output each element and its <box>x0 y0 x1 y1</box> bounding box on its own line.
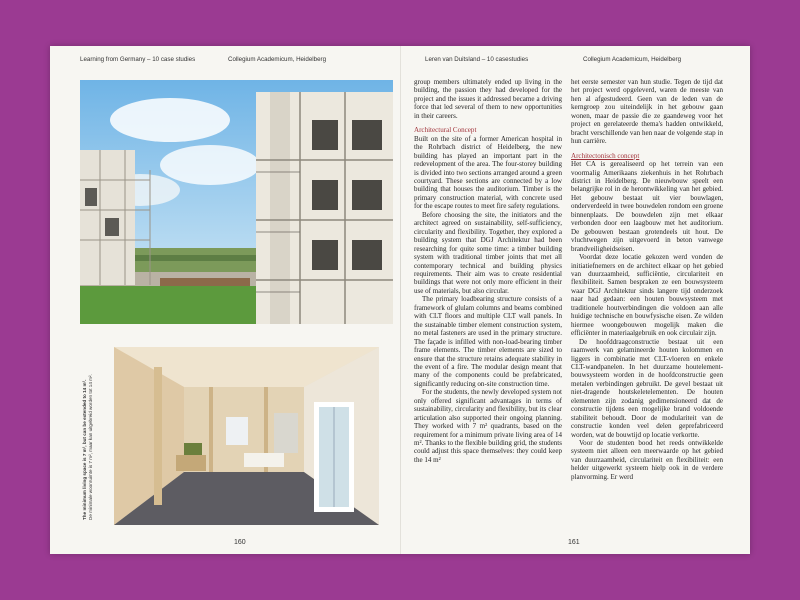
running-head-right-page-title: Collegium Academicum, Heidelberg <box>583 56 682 63</box>
exterior-building-photo <box>80 80 393 324</box>
english-paragraph: The primary loadbearing structure consists of a framework of glulam columns and beams combined with CLT floors and multiple CLT wall panels. In the sustainable timber element construction system, no metal fasteners are used in the primary structure. The façade is infilled with non-load-bearing timber frame elements. The timber elements are sized to ensure that the structure retains adequate stability in the event of a fire. The modular design meant that many of the components could be prefabricated, significantly reducing on-site construction time. <box>414 295 562 388</box>
dutch-section-heading: Architectonisch concept <box>571 151 640 160</box>
page-number-left: 160 <box>234 539 246 546</box>
caption-english: The minimum living space is 7 m², but can be extended to 14 m². <box>82 379 87 520</box>
running-head-left-page: Learning from Germany – 10 case studies <box>80 56 196 63</box>
english-paragraph: For the students, the newly developed system not only offered significant advantages in terms of sustainability, circularity and flexibility, but its clear articulation also supported their ongoing planning. They worked with 7 m² quadrants, based on the requirement for a minimum private living area of 14 m². Thanks to the flexible building grid, the students could adjust this space themselves: they could keep the 14 m² <box>414 388 562 464</box>
dutch-paragraph: Voordat deze locatie gekozen werd vonden de initiatiefnemers en de architect elkaar op het gebied van duurzaamheid, sufficiëntie, circulariteit en flexibiliteit. Samen bespraken ze een bouwsysteem waar DGJ Architektur sinds langere tijd onderzoek naar had gedaan: een houten bouwsysteem met traditionele houtverbindingen die voldoen aan alle huidige technische en bouwfysische eisen. Ze wilden hiermee woongebouwen mogelijk maken die efficiënter in materiaalgebruik en ook circulair zijn. <box>571 253 723 338</box>
english-intro-paragraph: group members ultimately ended up living in the building, the passion they had developed for the project and the issues it addressed became a driving force that led several of them to new opportunities in their careers. <box>414 78 562 120</box>
running-head-left-page-title: Collegium Academicum, Heidelberg <box>228 56 327 63</box>
page-gutter <box>400 46 401 554</box>
dutch-paragraph: Voor de studenten bood het reeds ontwikkelde systeem niet alleen een meerwaarde op het gebied van duurzaamheid, circulariteit en flexibiliteit: een helder uitgewerkt systeem hielp ook in de verdere planvorming. Er werd <box>571 439 723 481</box>
dutch-text-column <box>571 78 723 481</box>
caption-dutch: De minimale woonruimte is 7 m², maar kan uitgebreid worden tot 14 m². <box>88 374 93 520</box>
english-paragraph: Built on the site of a former American hospital in the Rohrbach district of Heidelberg, the new building has played an important part in the redevelopment of the area. The four-storey building is divided into two sections arranged around a green courtyard. These sections are connected by a low building that houses the auditorium. Timber is the primary construction material, with concrete used for the escape routes to meet fire safety regulations. <box>414 134 562 211</box>
page-number-right: 161 <box>568 539 580 546</box>
english-text-column <box>414 78 562 464</box>
interior-photo-caption <box>82 340 98 520</box>
running-head-right-page: Leren van Duitsland – 10 casestudies <box>425 56 529 63</box>
dutch-paragraph: De hoofddraagconstructie bestaat uit een raamwerk van gelamineerde houten kolommen en liggers in combinatie met CLT-vloeren en enkele CLT-wandpanelen. In het duurzame houtelement-bouwsysteem worden in de hoofdconstructie geen metalen verbindingen gebruikt. De gevel bestaat uit niet-dragende houtskeletelementen. De houten elementen zijn zodanig gedimensioneerd dat de constructie tijdens een mogelijke brand voldoende stabiliteit behoudt. Door de modulariteit van de constructie konden veel delen geprefabriceerd worden, wat de bouwtijd op locatie verkortte. <box>571 337 723 439</box>
english-section-heading: Architectural Concept <box>414 126 477 135</box>
magazine-spread <box>50 46 750 554</box>
english-paragraph: Before choosing the site, the initiators and the architect agreed on sustainability, self-sufficiency, circularity and flexibility. Together, they explored a building system that DGJ Architektur had been researching for quite some time: a timber building system with traditional timber joints that met all contemporary technical and building physics requirements. Their aim was to create residential buildings that were not only more efficient in their use of materials, but also circular. <box>414 210 562 295</box>
dutch-intro-paragraph: het eerste semester van hun studie. Tegen de tijd dat het project werd opgeleverd, waren de meeste van hen al afgestudeerd. Geen van de leden van de kerngroep zou uiteindelijk in het gebouw gaan wonen, maar de passie die ze gaandeweg voor het project en gerelateerde thema's hadden ontwikkeld, bracht verschillende van hen naar de volgende stap in hun carrière. <box>571 78 723 146</box>
interior-room-photo <box>114 347 379 525</box>
dutch-paragraph: Het CA is gerealiseerd op het terrein van een voormalig Amerikaans ziekenhuis in het Rohrbach district in Heidelberg. De nieuwbouw speelt een belangrijke rol in de herontwikkeling van het gebied. Het gebouw bestaat uit vier bouwlagen, onderverdeeld in twee bouwdelen rondom een groene binnenplaats. De bouwdelen zijn met elkaar verbonden door een laagbouw met het auditorium. De gebouwen bestaan grotendeels uit hout. De vluchtwegen zijn uitgevoerd in beton vanwege brandveiligheidseisen. <box>571 160 723 253</box>
